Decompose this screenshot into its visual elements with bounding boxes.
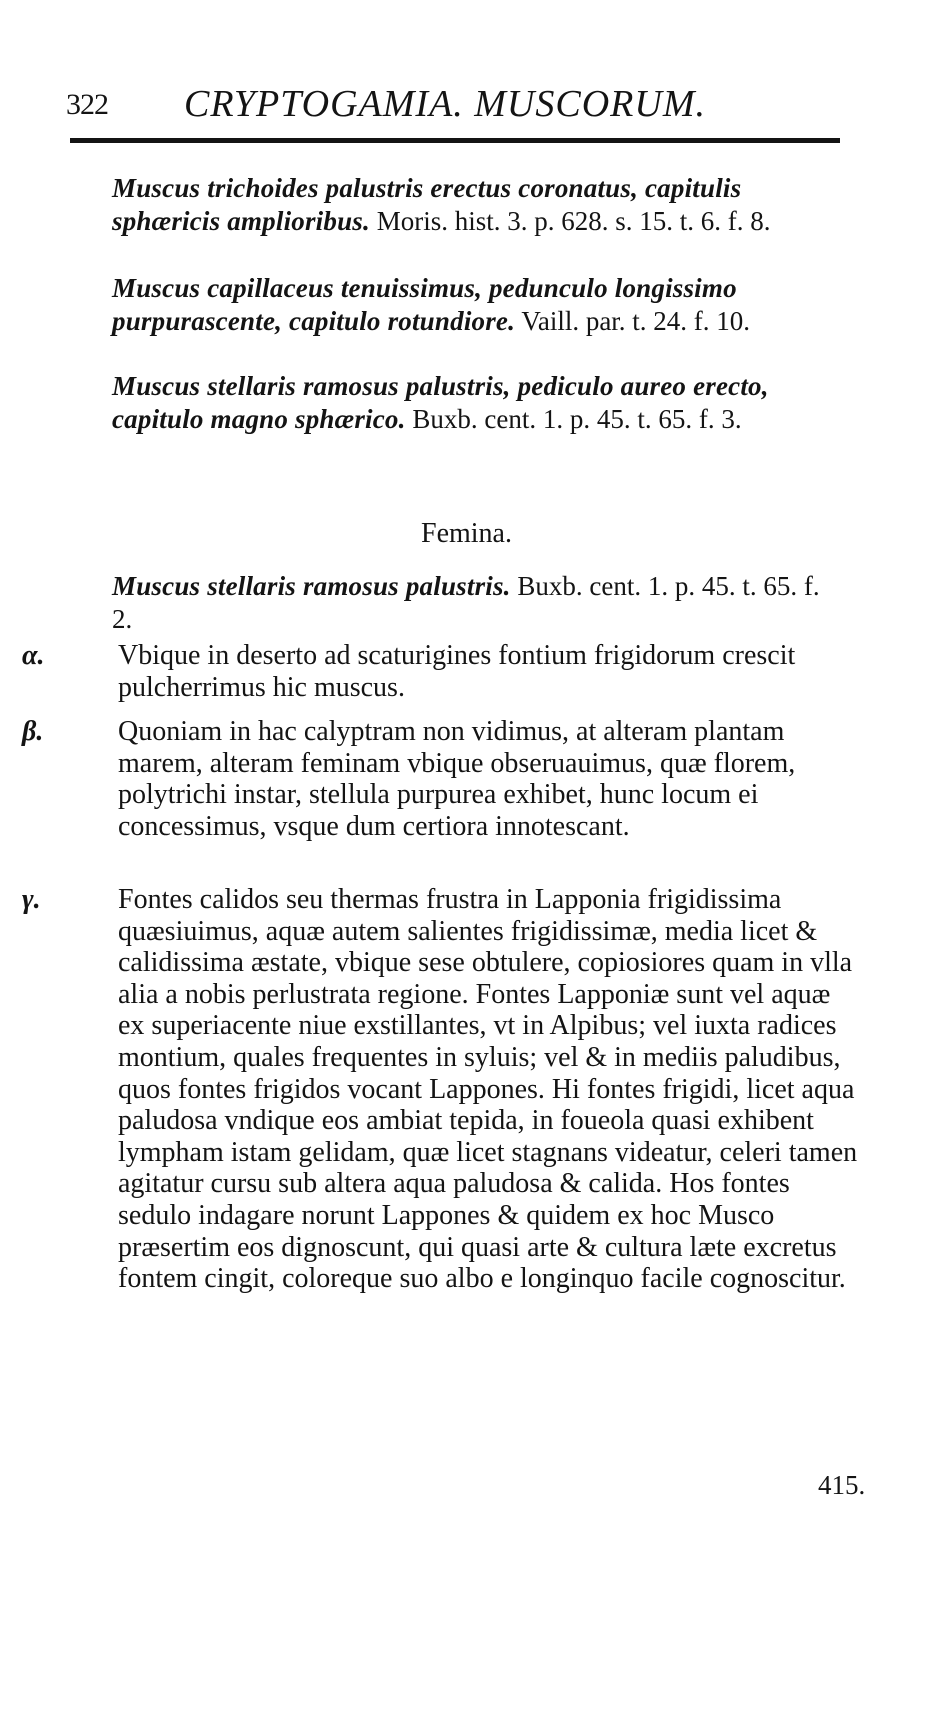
note-alpha — [22, 640, 860, 703]
synonym-entry-2 — [112, 272, 842, 338]
page-header — [66, 78, 826, 128]
synonym-latin-name: Muscus trichoides palustris erectus coronatus, capitulis sphæricis amplioribus. — [112, 173, 742, 236]
note-text: Vbique in deserto ad scaturigines fontium frigidorum crescit pulcherrimus hic muscus. — [118, 640, 796, 703]
header-rule — [70, 138, 840, 143]
page-number: 322 — [66, 88, 108, 121]
note-marker: β. — [22, 716, 44, 747]
note-beta — [22, 716, 860, 842]
synonym-latin-name: Muscus capillaceus tenuissimus, pedunculo longissimo purpurascente, capitulo rotundiore. — [112, 273, 737, 336]
synonym-latin-name: Muscus stellaris ramosus palustris, pediculo aureo erecto, capitulo magno sphærico. — [112, 371, 769, 434]
note-marker: γ. — [22, 884, 41, 915]
synonym-reference: Buxb. cent. 1. p. 45. t. 65. f. 3. — [412, 404, 742, 434]
femina-synonym-entry — [112, 570, 842, 636]
synonym-reference: Buxb. cent. 1. p. 45. t. 65. f. 2. — [112, 571, 820, 634]
note-gamma — [22, 884, 860, 1295]
synonym-entry-3 — [112, 370, 842, 436]
note-marker: α. — [22, 640, 45, 671]
catchword: 415. — [818, 1470, 866, 1500]
synonym-entry-1 — [112, 172, 842, 238]
note-text: Fontes calidos seu thermas frustra in Lapponia frigidissima quæsiuimus, aquæ autem salientes frigidissimæ, media licet & calidissima æstate, vbique sese obtulere, copiosiores quam in vlla alia a nobis perlustrata regione. Fontes Lapponiæ sunt vel aquæ ex superiacente niue exstillantes, vt in Alpibus; vel iuxta radices montium, quales frequentes in syluis; vel & in mediis paludibus, quos fontes frigidos vocant Lappones. Hi fontes frigidi, licet aqua paludosa vndique eos ambiat tepida, in foueola quasi exhibent lympham istam gelidam, quæ licet stagnans videatur, celeri tamen agitatur cursu sub altera aqua paludosa & calida. Hos fontes sedulo indagare norunt Lappones & quidem ex hoc Musco præsertim eos dignoscunt, qui quasi arte & cultura læte excretus fontem cingit, coloreque suo albo e longinquo facile cognoscitur. — [118, 884, 858, 1295]
synonym-reference: Moris. hist. 3. p. 628. s. 15. t. 6. f. 8. — [376, 206, 771, 236]
synonym-latin-name: Muscus stellaris ramosus palustris. — [112, 571, 511, 601]
running-head: CRYPTOGAMIA. MUSCORUM. — [184, 83, 706, 125]
synonym-reference: Vaill. par. t. 24. f. 10. — [521, 306, 751, 336]
note-text: Quoniam in hac calyptram non vidimus, at alteram plantam marem, alteram feminam vbique obseruauimus, quæ florem, polytrichi instar, stellula purpurea exhibet, hunc locum ei concessimus, vsque dum certiora innotescant. — [118, 716, 796, 842]
section-heading-femina: Femina. — [421, 518, 512, 549]
